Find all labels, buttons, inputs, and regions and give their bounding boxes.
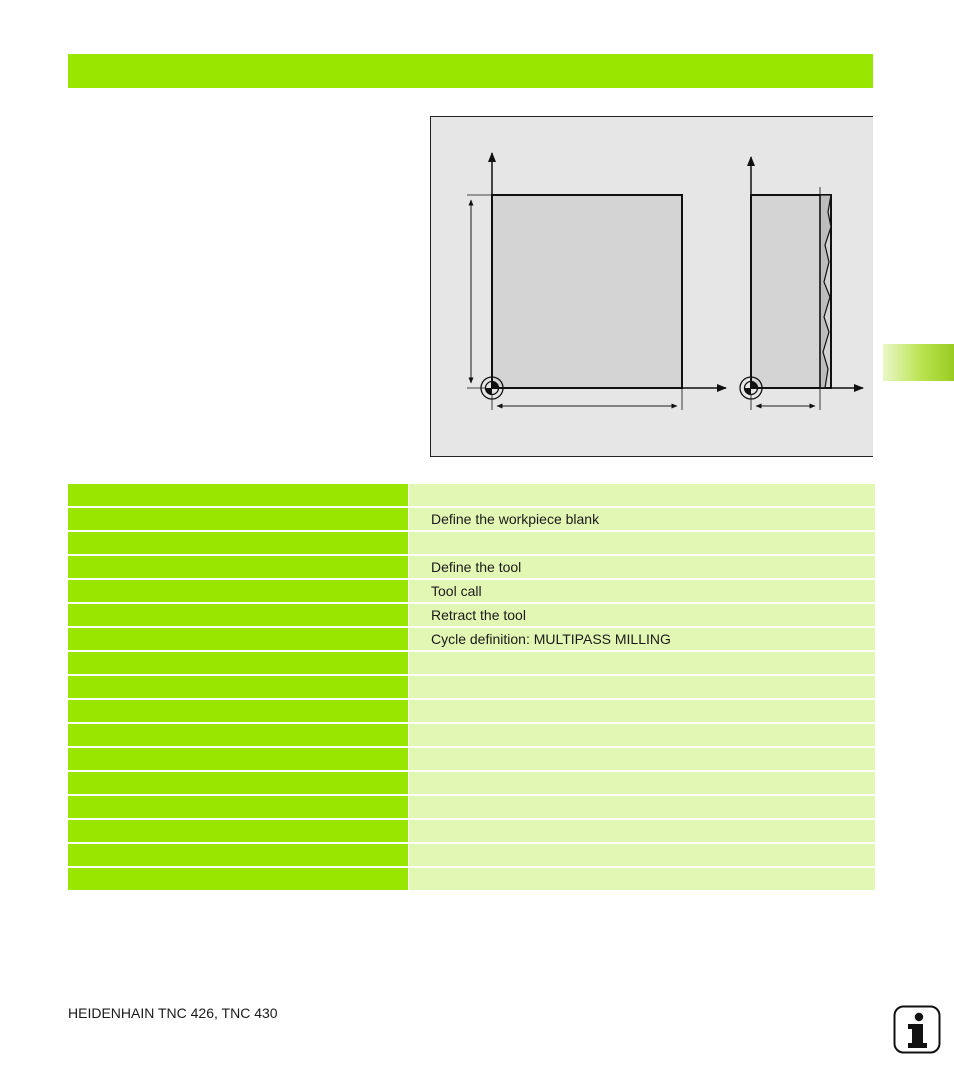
info-icon xyxy=(893,1005,941,1054)
workpiece-top-view xyxy=(492,195,682,388)
program-description-cell xyxy=(409,772,875,794)
program-description-cell xyxy=(409,820,875,842)
program-row xyxy=(68,628,875,650)
program-row xyxy=(68,652,875,674)
program-description-cell xyxy=(409,796,875,818)
program-description-cell: Cycle definition: MULTIPASS MILLING xyxy=(409,628,875,650)
program-row xyxy=(68,748,875,770)
workpiece-drawing xyxy=(431,117,874,458)
program-row xyxy=(68,484,875,506)
program-row xyxy=(68,700,875,722)
program-row xyxy=(68,580,875,602)
program-code-cell xyxy=(68,748,408,770)
program-row xyxy=(68,676,875,698)
program-description-cell: Define the workpiece blank xyxy=(409,508,875,530)
program-row xyxy=(68,868,875,890)
program-description-cell xyxy=(409,724,875,746)
program-description-cell xyxy=(409,484,875,506)
program-row xyxy=(68,724,875,746)
program-code-cell xyxy=(68,796,408,818)
program-row xyxy=(68,820,875,842)
program-description-cell: Retract the tool xyxy=(409,604,875,626)
program-code-cell xyxy=(68,556,408,578)
program-description-cell xyxy=(409,676,875,698)
program-row xyxy=(68,532,875,554)
program-description-cell xyxy=(409,868,875,890)
program-code-cell xyxy=(68,700,408,722)
program-description-cell: Tool call xyxy=(409,580,875,602)
program-code-cell xyxy=(68,868,408,890)
program-description-cell xyxy=(409,532,875,554)
program-code-cell xyxy=(68,820,408,842)
program-code-cell xyxy=(68,652,408,674)
program-description-cell xyxy=(409,748,875,770)
program-code-cell xyxy=(68,484,408,506)
program-description-cell xyxy=(409,700,875,722)
program-code-cell xyxy=(68,628,408,650)
chapter-side-tab xyxy=(883,344,954,381)
program-row xyxy=(68,844,875,866)
program-code-cell xyxy=(68,508,408,530)
program-row xyxy=(68,796,875,818)
program-table xyxy=(68,484,875,892)
program-code-cell xyxy=(68,676,408,698)
program-row xyxy=(68,556,875,578)
workpiece-figure xyxy=(430,116,873,457)
program-code-cell xyxy=(68,772,408,794)
program-row xyxy=(68,772,875,794)
program-description-cell xyxy=(409,844,875,866)
program-code-cell xyxy=(68,580,408,602)
manual-title: HEIDENHAIN TNC 426, TNC 430 xyxy=(68,1005,278,1021)
program-code-cell xyxy=(68,532,408,554)
program-row xyxy=(68,604,875,626)
program-description-cell: Define the tool xyxy=(409,556,875,578)
workpiece-side-view xyxy=(751,195,831,388)
program-row xyxy=(68,508,875,530)
program-code-cell xyxy=(68,604,408,626)
program-code-cell xyxy=(68,724,408,746)
program-description-cell xyxy=(409,652,875,674)
program-code-cell xyxy=(68,844,408,866)
chapter-header-bar xyxy=(68,54,873,88)
